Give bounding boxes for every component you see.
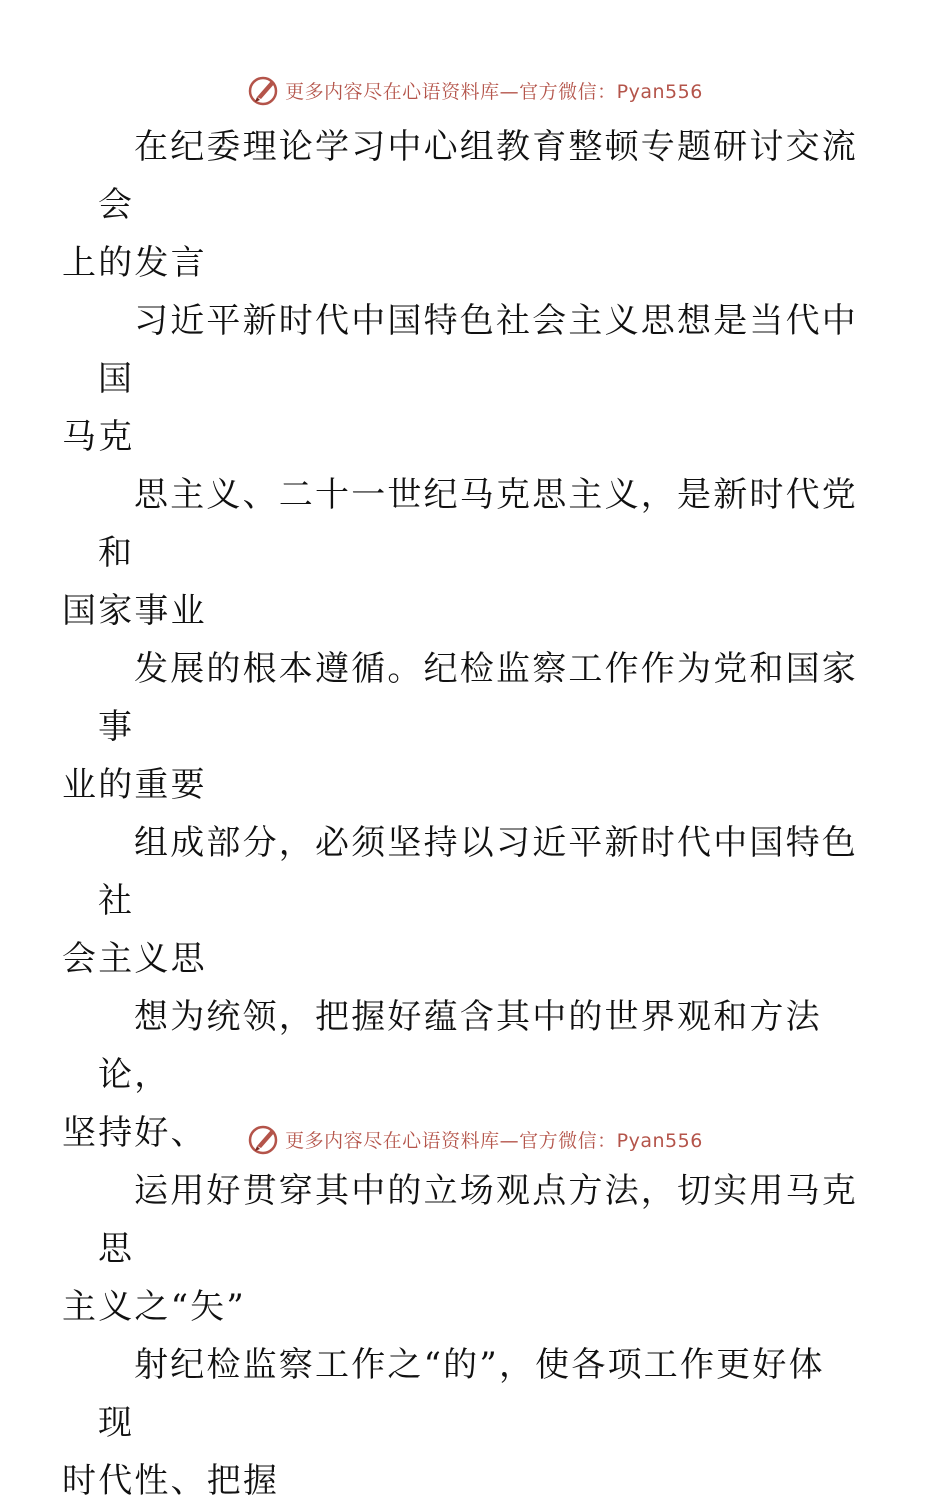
- line: 马克: [62, 417, 135, 457]
- paragraph: [62, 1336, 858, 1510]
- line: 业的重要: [62, 765, 207, 805]
- paragraph: [62, 814, 858, 988]
- line: 上的发言: [62, 243, 207, 283]
- line: 发展的根本遵循。纪检监察工作作为党和国家事: [98, 649, 858, 747]
- line: 组成部分，必须坚持以习近平新时代中国特色社: [98, 823, 858, 921]
- document-body: [62, 118, 858, 1510]
- footer-banner-text: 更多内容尽在心语资料库—官方微信：Pyan556: [285, 1129, 703, 1152]
- line: 时代性、把握: [62, 1461, 280, 1501]
- paragraph: [62, 292, 858, 466]
- line: 射纪检监察工作之“的”，使各项工作更好体现: [98, 1345, 825, 1443]
- paragraph: [62, 1162, 858, 1336]
- line: 思主义、二十一世纪马克思主义，是新时代党和: [98, 475, 858, 573]
- line: 坚持好、: [62, 1113, 207, 1153]
- line: 会主义思: [62, 939, 207, 979]
- header-banner-text: 更多内容尽在心语资料库—官方微信：Pyan556: [285, 80, 703, 103]
- paragraph: [62, 466, 858, 640]
- footer-banner: [0, 1119, 950, 1159]
- line: 在纪委理论学习中心组教育整顿专题研讨交流会: [98, 127, 858, 225]
- paragraph: [62, 640, 858, 814]
- line: 想为统领，把握好蕴含其中的世界观和方法论，: [98, 997, 822, 1095]
- paragraph-title: [62, 118, 858, 292]
- line: 运用好贯穿其中的立场观点方法，切实用马克思: [98, 1171, 858, 1269]
- line: 主义之“矢”: [62, 1287, 246, 1327]
- pen-logo-icon: [247, 73, 281, 107]
- pen-logo-icon: [247, 1122, 281, 1156]
- line: 习近平新时代中国特色社会主义思想是当代中国: [98, 301, 858, 399]
- header-banner: [0, 70, 950, 110]
- line: 国家事业: [62, 591, 207, 631]
